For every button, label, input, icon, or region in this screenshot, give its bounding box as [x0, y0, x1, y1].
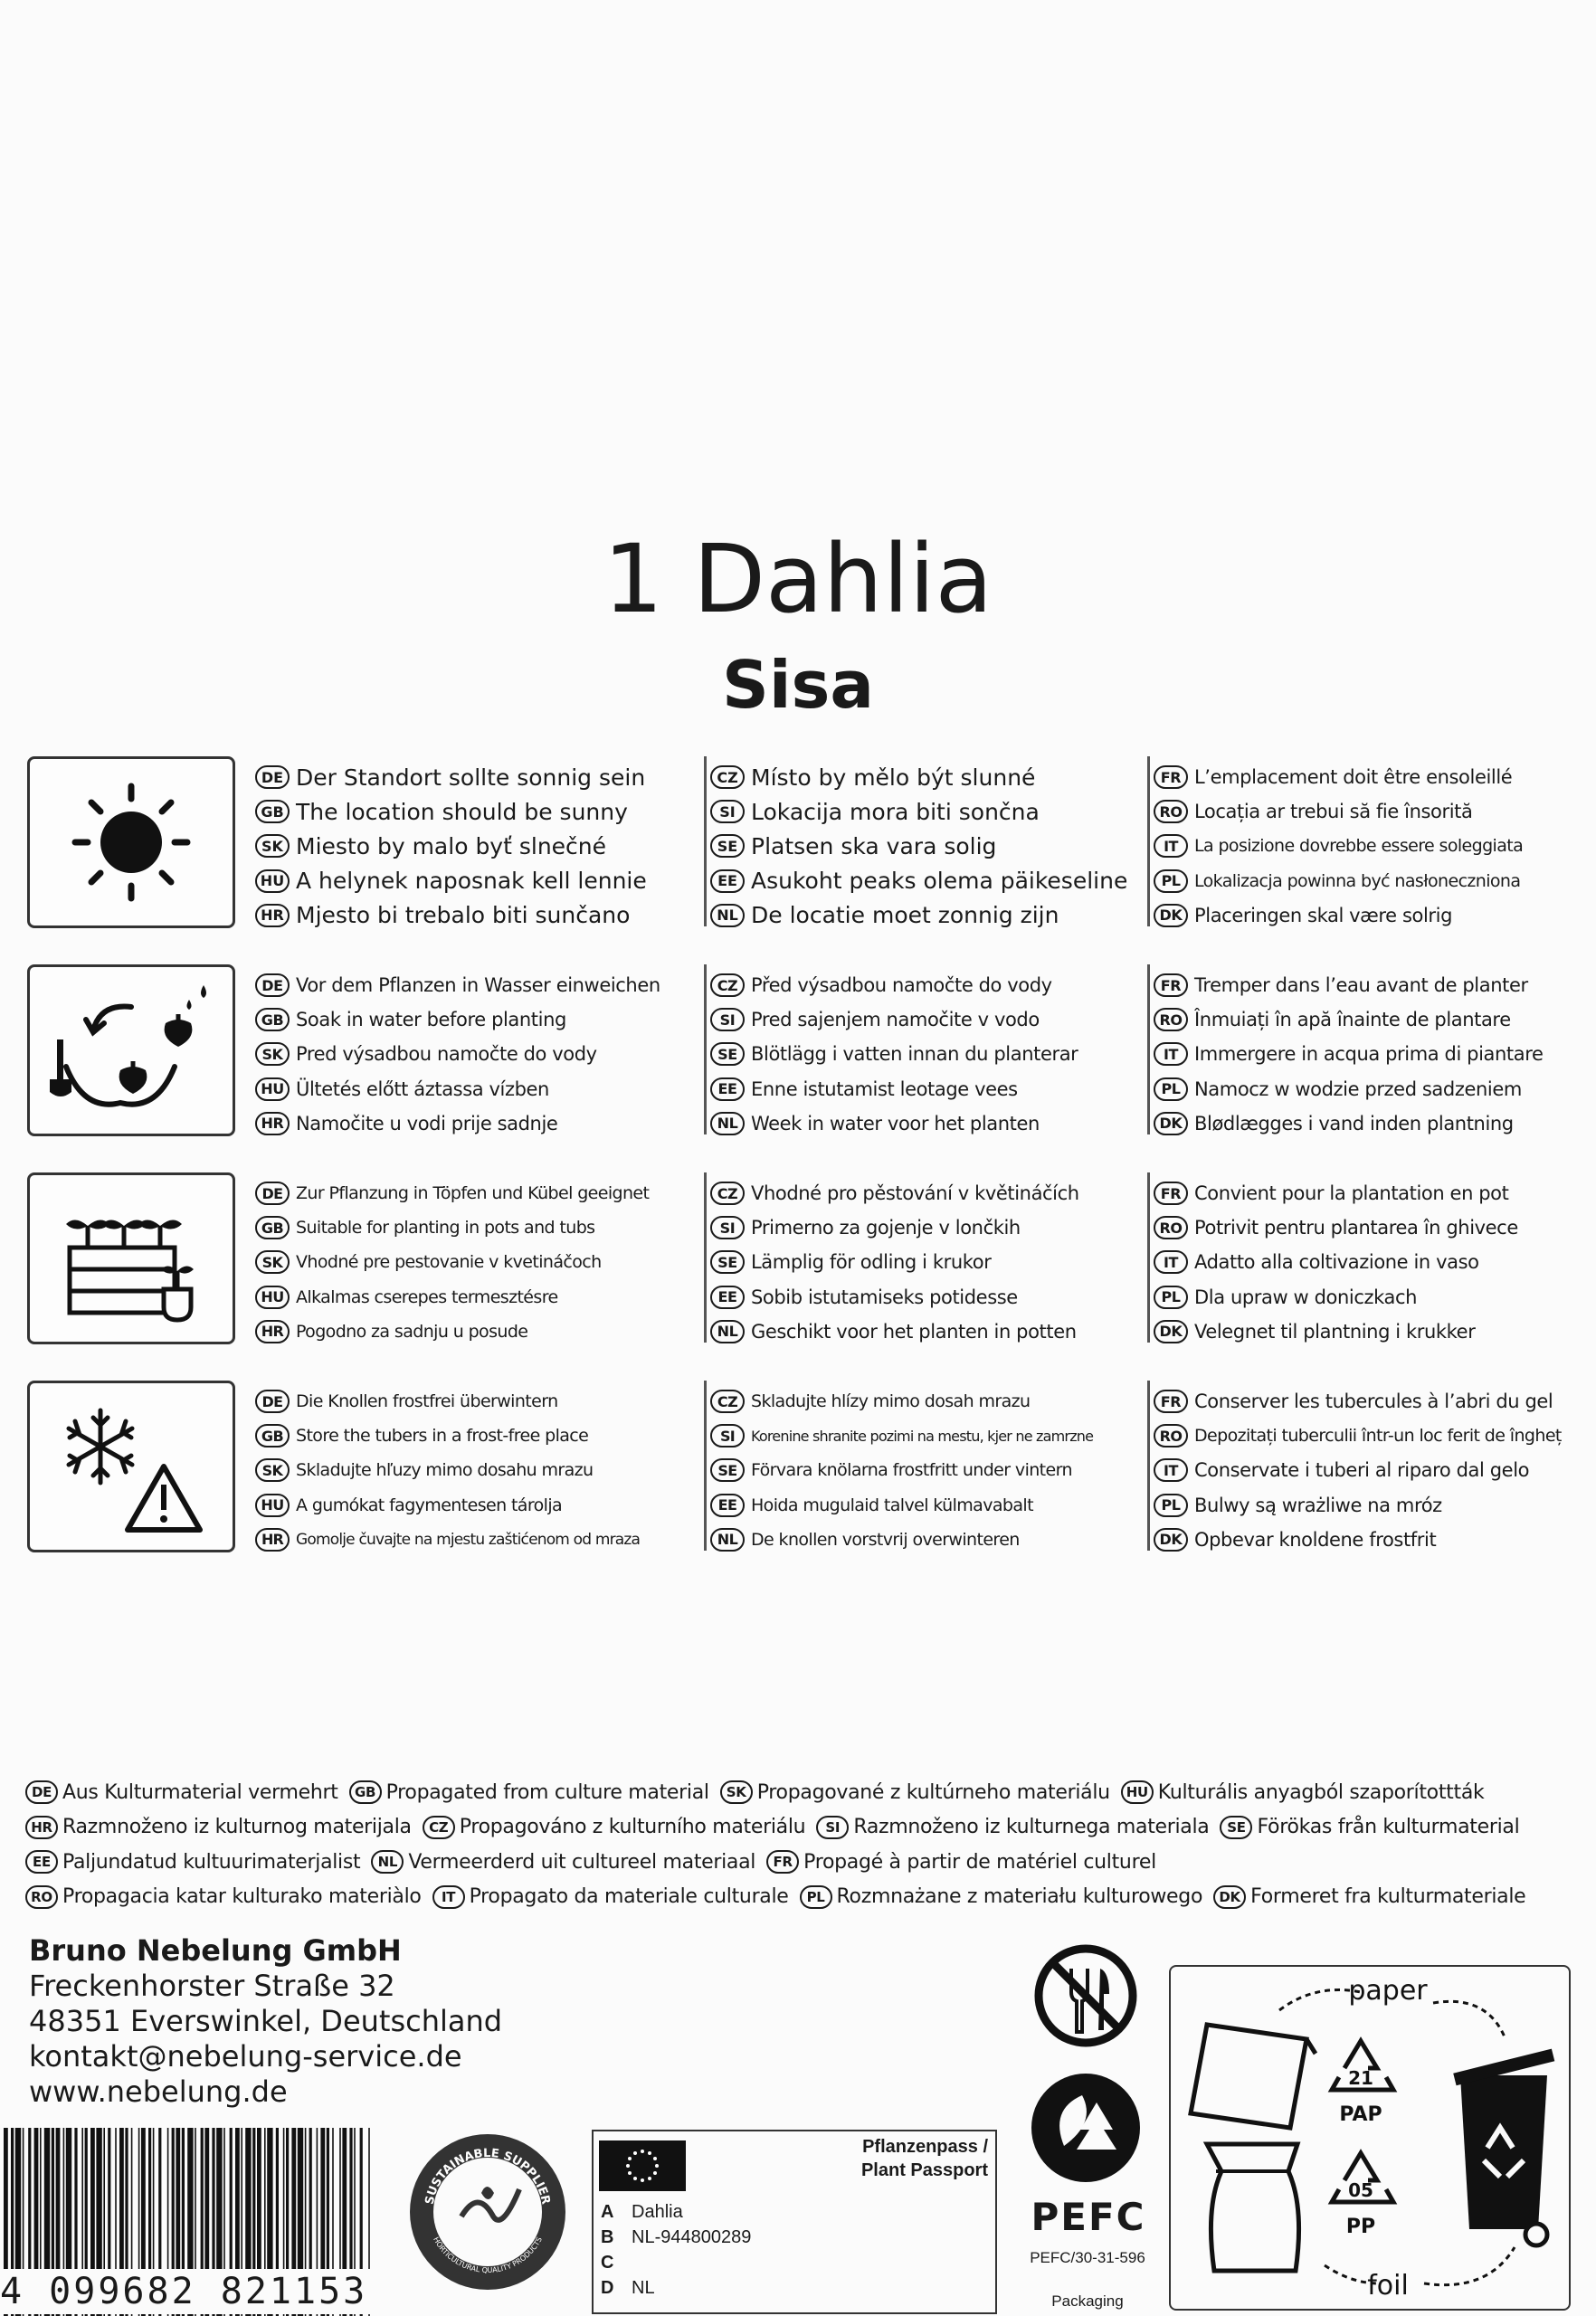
lang-badge: DE	[25, 1780, 58, 1804]
eu-flag-icon	[599, 2140, 686, 2191]
lang-col-3	[1147, 964, 1588, 1134]
instruction-line: FR L’emplacement doit être ensoleillé	[1154, 760, 1588, 794]
lang-col-1	[255, 968, 708, 1141]
instruction-line: NL De knollen vorstvrij overwinteren	[710, 1523, 1161, 1557]
instruction-line: SK Vhodné pre pestovanie v kvetináčoch	[255, 1245, 708, 1279]
lang-badge: PL	[1154, 1077, 1188, 1101]
lang-badge: FR	[1154, 1390, 1188, 1413]
lang-badge: IT	[1154, 1458, 1188, 1482]
paper-bag-icon	[1191, 2025, 1316, 2128]
instruction-frost	[25, 1381, 1582, 1552]
instruction-line: HU Alkalmas cserepes termesztésre	[255, 1280, 708, 1315]
pap-code: 21	[1348, 2067, 1373, 2089]
lang-badge: GB	[255, 1008, 290, 1031]
instruction-line: RO Locația ar trebui să fie însorită	[1154, 794, 1588, 829]
instruction-line: SK Pred výsadbou namočte do vody	[255, 1037, 708, 1071]
instruction-line: RO Potrivit pentru plantarea în ghivece	[1154, 1210, 1588, 1245]
instruction-pots	[25, 1172, 1582, 1344]
instruction-line: SI Primerno za gojenje v lončkih	[710, 1210, 1161, 1245]
lang-badge: SI	[816, 1816, 849, 1839]
lang-badge: SK	[255, 1250, 290, 1274]
instruction-line: IT La posizione dovrebbe essere soleggiata	[1154, 829, 1588, 863]
instruction-line: NL Week in water voor het planten	[710, 1106, 1161, 1141]
instruction-line: EE Enne istutamist leotage vees	[710, 1072, 1161, 1106]
lang-badge: SE	[710, 1250, 745, 1274]
passport-title: Pflanzenpass / Plant Passport	[860, 2137, 988, 2180]
lang-badge: SK	[255, 1042, 290, 1066]
lang-badge: CZ	[710, 1182, 745, 1205]
lang-badge: HR	[255, 1320, 290, 1343]
passport-row: D NL	[601, 2278, 655, 2298]
contact-email[interactable]: kontakt@nebelung-service.de	[29, 2039, 462, 2074]
lang-badge: SK	[255, 1458, 290, 1482]
instruction-line: DE Zur Pflanzung in Töpfen und Kübel geeignet	[255, 1176, 708, 1210]
pots-tubs-icon	[27, 1172, 235, 1344]
instruction-line: GB Store the tubers in a frost-free place	[255, 1419, 708, 1453]
lang-badge: IT	[432, 1885, 465, 1909]
recycle-bin-icon	[1453, 2049, 1554, 2245]
instruction-line: SK Miesto by malo byť slnečné	[255, 829, 708, 863]
foil-bag-icon	[1207, 2144, 1299, 2271]
lang-badge: DK	[1154, 1528, 1188, 1552]
product-title: 1 Dahlia	[603, 524, 993, 634]
instruction-line: DK Placeringen skal være solrig	[1154, 898, 1588, 933]
lang-col-2	[704, 964, 1161, 1134]
lang-badge: SI	[710, 1008, 745, 1031]
propagation-row: EE Paljundatud kultuurimaterjalist NL Vermeerderd uit cultureel materiaal FR Propagé à partir de matériel culturel	[25, 1845, 1582, 1880]
pp-label: PP	[1345, 2216, 1376, 2238]
lang-badge: GB	[255, 800, 290, 823]
lang-badge: IT	[1154, 834, 1188, 858]
lang-badge: GB	[255, 1216, 290, 1239]
lang-badge: SE	[710, 1042, 745, 1066]
lang-badge: FR	[1154, 765, 1188, 789]
lang-badge: RO	[1154, 1216, 1188, 1239]
paper-label: paper	[1348, 1975, 1428, 2007]
instruction-line: IT Immergere in acqua prima di piantare	[1154, 1037, 1588, 1071]
lang-badge: IT	[1154, 1042, 1188, 1066]
lang-badge: RO	[1154, 800, 1188, 823]
instruction-line: HU A helynek naposnak kell lennie	[255, 864, 708, 898]
lang-badge: PL	[1154, 869, 1188, 893]
lang-badge: DK	[1154, 1112, 1188, 1135]
lang-badge: CZ	[710, 1390, 745, 1413]
lang-badge: CZ	[710, 973, 745, 997]
lang-badge: DE	[255, 765, 290, 789]
lang-badge: FR	[766, 1850, 799, 1874]
instruction-line: PL Bulwy są wrażliwe na mróz	[1154, 1488, 1588, 1523]
lang-badge: PL	[1154, 1494, 1188, 1517]
lang-badge: DK	[1154, 1320, 1188, 1343]
propagation-row: DE Aus Kulturmaterial vermehrt GB Propagated from culture material SK Propagované z kultúrneho materiálu HU Kulturális anyagból szaporítottták	[25, 1775, 1582, 1810]
foil-label: foil	[1367, 2270, 1409, 2302]
seal-bottom-text: HORTICULTURAL QUALITY PRODUCTS	[432, 2235, 544, 2275]
recycle-pap-icon	[1332, 2041, 1393, 2126]
lang-badge: FR	[1154, 1182, 1188, 1205]
seal-top-text: SUSTAINABLE SUPPLIER	[423, 2146, 553, 2207]
instruction-soak	[25, 964, 1582, 1136]
instruction-line: SE Förvara knölarna frostfritt under vintern	[710, 1453, 1161, 1487]
lang-badge: DK	[1213, 1885, 1246, 1909]
instruction-line: EE Sobib istutamiseks potidesse	[710, 1280, 1161, 1315]
instruction-line: HU A gumókat fagymentesen tárolja	[255, 1488, 708, 1523]
lang-badge: RO	[1154, 1008, 1188, 1031]
lang-badge: SI	[710, 1216, 745, 1239]
lang-col-2	[704, 1172, 1161, 1343]
instruction-line: GB Soak in water before planting	[255, 1002, 708, 1037]
lang-badge: NL	[710, 1528, 745, 1552]
address-city: 48351 Everswinkel, Deutschland	[29, 2004, 503, 2038]
barcode-digits: 4 099682 821153	[0, 2269, 373, 2314]
instruction-line: SI Lokacija mora biti sončna	[710, 794, 1161, 829]
instruction-line: RO Înmuiați în apă înainte de plantare	[1154, 1002, 1588, 1037]
lang-col-3	[1147, 1172, 1588, 1343]
passport-row: C	[601, 2253, 614, 2273]
pefc-code: PEFC/30-31-596	[1030, 2249, 1145, 2266]
frost-warning-icon	[27, 1381, 235, 1552]
instruction-line: NL Geschikt voor het planten in potten	[710, 1315, 1161, 1349]
lang-col-2	[704, 756, 1161, 929]
instruction-line: SE Blötlägg i vatten innan du planterar	[710, 1037, 1161, 1071]
passport-row: A Dahlia	[601, 2202, 683, 2222]
instruction-line: HR Mjesto bi trebalo biti sunčano	[255, 898, 708, 933]
propagation-row: RO Propagacia katar kulturako materiàlo IT Propagato da materiale culturale PL Rozmnażane z materiału kulturowego DK Formeret fra kulturmateriale	[25, 1880, 1582, 1915]
lang-badge: EE	[710, 1286, 745, 1309]
lang-badge: RO	[1154, 1424, 1188, 1448]
pefc-tree-icon	[1031, 2074, 1140, 2182]
instruction-line: CZ Skladujte hlízy mimo dosah mrazu	[710, 1384, 1161, 1419]
sun-icon	[27, 756, 235, 928]
website-link[interactable]: www.nebelung.de	[29, 2074, 288, 2109]
instruction-line: SE Platsen ska vara solig	[710, 829, 1161, 863]
lang-badge: SE	[1220, 1816, 1252, 1839]
lang-badge: GB	[349, 1780, 382, 1804]
lang-col-1	[255, 1384, 708, 1557]
lang-badge: NL	[710, 1320, 745, 1343]
not-food-icon	[1039, 1949, 1133, 2043]
lang-badge: RO	[25, 1885, 58, 1909]
lang-badge: HU	[255, 1077, 290, 1101]
company-name: Bruno Nebelung GmbH	[29, 1933, 402, 1968]
lang-badge: CZ	[710, 765, 745, 789]
lang-badge: SE	[710, 834, 745, 858]
passport-row: B NL-944800289	[601, 2227, 752, 2247]
instruction-line: NL De locatie moet zonnig zijn	[710, 898, 1161, 933]
instruction-line: CZ Před výsadbou namočte do vody	[710, 968, 1161, 1002]
lang-badge: HR	[255, 1112, 290, 1135]
pefc-icons	[1024, 1941, 1147, 2198]
lang-badge: HU	[1121, 1780, 1154, 1804]
lang-badge: EE	[710, 1494, 745, 1517]
instruction-line: IT Conservate i tuberi al riparo dal gelo	[1154, 1453, 1588, 1487]
lang-badge: CZ	[423, 1816, 455, 1839]
lang-badge: HU	[255, 1286, 290, 1309]
instruction-line: IT Adatto alla coltivazione in vaso	[1154, 1245, 1588, 1279]
propagation-statement	[25, 1775, 1582, 1914]
recycle-pp-icon	[1332, 2153, 1393, 2238]
lang-badge: DE	[255, 973, 290, 997]
lang-col-1	[255, 760, 708, 933]
pap-label: PAP	[1339, 2103, 1382, 2126]
propagation-row: HR Razmnoženo iz kulturnog materijala CZ Propagováno z kulturního materiálu SI Razmnoženo iz kulturnega materiala SE Förökas från kulturmaterial	[25, 1810, 1582, 1846]
lang-badge: EE	[25, 1850, 58, 1874]
instruction-line: DK Opbevar knoldene frostfrit	[1154, 1523, 1588, 1557]
instruction-line: EE Asukoht peaks olema päikeseline	[710, 864, 1161, 898]
instruction-line: SK Skladujte hľuzy mimo dosahu mrazu	[255, 1453, 708, 1487]
instruction-line: CZ Místo by mělo být slunné	[710, 760, 1161, 794]
lang-badge: PL	[1154, 1286, 1188, 1309]
instruction-line: DK Velegnet til plantning i krukker	[1154, 1315, 1588, 1349]
instruction-line: FR Convient pour la plantation en pot	[1154, 1176, 1588, 1210]
packaging-label: Packaging	[1051, 2292, 1124, 2310]
instruction-line: DE Der Standort sollte sonnig sein	[255, 760, 708, 794]
lang-badge: EE	[710, 1077, 745, 1101]
lang-badge: HR	[25, 1816, 58, 1839]
lang-badge: GB	[255, 1424, 290, 1448]
instruction-line: HR Pogodno za sadnju u posude	[255, 1315, 708, 1349]
product-variety: Sisa	[722, 647, 874, 723]
instruction-line: GB Suitable for planting in pots and tubs	[255, 1210, 708, 1245]
lang-col-3	[1147, 1381, 1588, 1551]
lang-badge: NL	[710, 1112, 745, 1135]
pp-code: 05	[1348, 2179, 1373, 2201]
instruction-line: CZ Vhodné pro pěstování v květináčích	[710, 1176, 1161, 1210]
instruction-line: HR Gomolje čuvajte na mjestu zaštićenom od mraza	[255, 1523, 708, 1557]
lang-badge: DE	[255, 1390, 290, 1413]
instruction-line: FR Tremper dans l’eau avant de planter	[1154, 968, 1588, 1002]
lang-badge: EE	[710, 869, 745, 893]
recycling-info	[1169, 1965, 1571, 2311]
lang-col-2	[704, 1381, 1161, 1551]
instruction-line: PL Namocz w wodzie przed sadzeniem	[1154, 1072, 1588, 1106]
lang-badge: HR	[255, 904, 290, 927]
instruction-line: GB The location should be sunny	[255, 794, 708, 829]
address-street: Freckenhorster Straße 32	[29, 1969, 395, 2003]
instruction-line: DE Vor dem Pflanzen in Wasser einweichen	[255, 968, 708, 1002]
pefc-logo-text: PEFC	[1031, 2195, 1146, 2239]
instruction-line: DE Die Knollen frostfrei überwintern	[255, 1384, 708, 1419]
lang-badge: FR	[1154, 973, 1188, 997]
lang-badge: HU	[255, 1494, 290, 1517]
lang-badge: SK	[720, 1780, 753, 1804]
lang-badge: NL	[710, 904, 745, 927]
lang-badge: SK	[255, 834, 290, 858]
instruction-line: PL Lokalizacja powinna być nasłoneczniona	[1154, 864, 1588, 898]
instruction-line: HR Namočite u vodi prije sadnje	[255, 1106, 708, 1141]
instruction-sun	[25, 756, 1582, 928]
instruction-line: SI Pred sajenjem namočite v vodo	[710, 1002, 1161, 1037]
lang-badge: HU	[255, 869, 290, 893]
instruction-line: RO Depozitați tuberculii într-un loc ferit de îngheț	[1154, 1419, 1588, 1453]
lang-badge: NL	[371, 1850, 404, 1874]
instruction-line: SE Lämplig för odling i krukor	[710, 1245, 1161, 1279]
lang-badge: DK	[1154, 904, 1188, 927]
lang-badge: HR	[255, 1528, 290, 1552]
instruction-line: HU Ültetés előtt áztassa vízben	[255, 1072, 708, 1106]
sustainable-supplier-seal	[405, 2130, 570, 2294]
lang-badge: SI	[710, 1424, 745, 1448]
plant-passport	[592, 2130, 997, 2314]
company-address	[29, 1933, 502, 2110]
instruction-line: EE Hoida mugulaid talvel külmavabalt	[710, 1488, 1161, 1523]
lang-badge: SI	[710, 800, 745, 823]
instruction-line: SI Korenine shranite pozimi na mestu, kjer ne zamrzne	[710, 1419, 1161, 1453]
instruction-line: DK Blødlægges i vand inden plantning	[1154, 1106, 1588, 1141]
soak-bulb-icon	[27, 964, 235, 1136]
lang-col-3	[1147, 756, 1588, 926]
lang-col-1	[255, 1176, 708, 1349]
lang-badge: SE	[710, 1458, 745, 1482]
lang-badge: DE	[255, 1182, 290, 1205]
instruction-line: PL Dla upraw w doniczkach	[1154, 1280, 1588, 1315]
lang-badge: PL	[800, 1885, 832, 1909]
instruction-line: FR Conserver les tubercules à l’abri du gel	[1154, 1384, 1588, 1419]
lang-badge: IT	[1154, 1250, 1188, 1274]
